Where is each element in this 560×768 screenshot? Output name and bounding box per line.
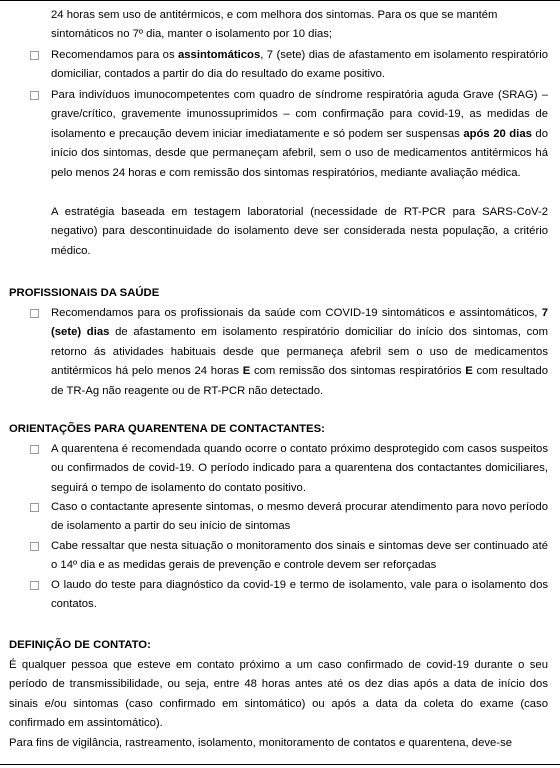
bold-run: após 20 dias: [463, 127, 532, 140]
bold-run: 7 (sete) dias: [51, 307, 548, 339]
checkbox-bullet-icon: [30, 91, 39, 100]
bold-run: E: [242, 365, 251, 378]
checkbox-bullet-icon: [30, 445, 39, 454]
continuation-line-2: sintomáticos no 7º dia, manter o isolamento por 10 dias;: [51, 28, 333, 41]
section-title-health: PROFISSIONAIS DA SAÚDE: [9, 287, 160, 299]
text-run: Recomendamos para os: [51, 49, 178, 61]
checkbox-bullet-icon: [30, 309, 39, 318]
list-item-text: O laudo do teste para diagnóstico da covid-19 e termo de isolamento, vale para o isolamento dos contatos.: [51, 579, 548, 611]
checkbox-bullet-icon: [30, 542, 39, 551]
bold-run: assintomáticos: [177, 49, 261, 61]
checkbox-bullet-icon: [30, 503, 39, 512]
top-rule: [0, 0, 560, 1]
section-title-contact: DEFINIÇÃO DE CONTATO:: [9, 639, 151, 651]
list-item-text: Cabe ressaltar que nesta situação o monitoramento dos sinais e sintomas deve ser continuado até o 14º dia e as medidas gerais de prevenção e controle devem ser reforçadas: [51, 540, 548, 572]
text-run: com resultado de TR-Ag não reagente ou de RT-PCR não detectado.: [51, 365, 548, 397]
checkbox-bullet-icon: [30, 51, 39, 60]
text-run: do início dos sintomas, desde que permaneçam afebril, sem o uso de medicamentos antitérmicos há pelo menos 24 horas e com remissão dos sintomas respiratórios, mediante avaliação médica.: [51, 127, 548, 179]
list-item-extra-text: A estratégia baseada em testagem laboratorial (necessidade de RT-PCR para SARS-CoV-2 negativo) para descontinuidade do isolamento deve ser considerada nesta população, a critério médico.: [51, 206, 548, 257]
continuation-line-1: 24 horas sem uso de antitérmicos, e com melhora dos sintomas. Para os que se mantém: [51, 9, 498, 21]
text-run: Para indivíduos imunocompetentes com quadro de síndrome respiratória aguda Grave (SRAG) – grave/crítico, gravemente imunossuprimidos – com confirmação para covid-19, as medidas de isolamento e precaução devem iniciar imediatamente e só podem ser suspensas: [51, 89, 548, 140]
bottom-rule: [0, 764, 560, 765]
text-run: , 7 (sete) dias de afastamento em isolamento respiratório domiciliar, contados a partir do dia do resultado do exame positivo.: [51, 49, 548, 81]
text-run: de afastamento em isolamento respiratório domiciliar do início dos sintomas, com retorno ás atividades habituais desde que permaneça afebril sem o uso de medicamentos antitérmicos há pelo menos 24 horas: [51, 326, 548, 378]
list-item-text: A quarentena é recomendada quando ocorre o contato próximo desprotegido com casos suspeitos ou confirmados de covid-19. O período indicado para a quarentena dos contactantes domiciliares, seguirá o tempo de isolamento do contato positivo.: [51, 443, 548, 494]
continuation-text: [51, 6, 548, 45]
list-item-text: [51, 46, 548, 85]
text-run: com remissão dos sintomas respiratórios: [250, 365, 466, 378]
list-item-text: Caso o contactante apresente sintomas, o mesmo deverá procurar atendimento para novo período de isolamento a partir do seu início de sintomas: [51, 501, 548, 533]
checkbox-bullet-icon: [30, 581, 39, 590]
list-item-text: [51, 86, 548, 183]
section-title-quarantine: ORIENTAÇÕES PARA QUARENTENA DE CONTACTANTES:: [9, 423, 325, 435]
bold-run: E: [465, 365, 473, 378]
contact-definition-text: É qualquer pessoa que esteve em contato próximo a um caso confirmado de covid-19 durante o seu período de transmissibilidade, ou seja, entre 48 horas antes até os dez dias após a data de início dos sinais e/ou sintomas (caso confirmado em sintomático) ou após a data da coleta do exame (caso confirmado em assintomático).: [9, 659, 548, 730]
list-item-text: [51, 304, 548, 401]
contact-followup-text: Para fins de vigilância, rastreamento, isolamento, monitoramento de contatos e quarentena, deve-se: [9, 737, 512, 749]
text-run: Recomendamos para os profissionais da saúde com COVID-19 sintomáticos e assintomáticos,: [51, 307, 542, 319]
